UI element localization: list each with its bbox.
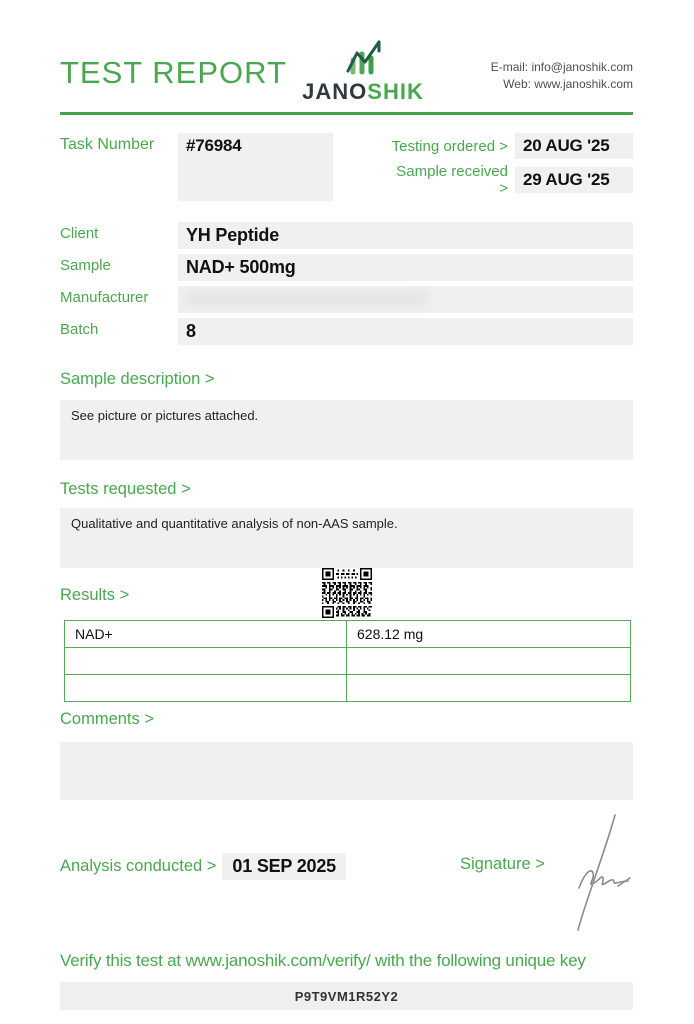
testing-ordered-value: 20 AUG '25 — [515, 133, 633, 159]
result-empty-cell — [347, 675, 631, 702]
sample-description-heading: Sample description > — [60, 370, 215, 388]
sample-label: Sample — [60, 257, 111, 274]
logo-text-dark: JANO — [302, 79, 368, 104]
task-number-label: Task Number — [60, 136, 155, 153]
sample-received-row — [386, 163, 633, 197]
contact-web-line — [491, 76, 633, 93]
email-label: E-mail: — [490, 60, 529, 74]
manufacturer-value-redacted — [178, 286, 633, 313]
result-amount: 628.12 mg — [347, 621, 631, 648]
client-value: YH Peptide — [178, 222, 633, 249]
client-label: Client — [60, 225, 99, 242]
analysis-conducted-row — [60, 853, 346, 880]
result-empty-cell — [65, 675, 347, 702]
qr-code-icon — [322, 568, 372, 618]
contact-block — [491, 59, 633, 93]
sample-received-label: Sample received > — [396, 163, 508, 197]
result-empty-cell — [65, 648, 347, 675]
signature-label: Signature > — [460, 855, 545, 873]
signature-scribble — [552, 812, 637, 934]
tests-requested-heading: Tests requested > — [60, 480, 191, 498]
web-value: www.janoshik.com — [534, 76, 633, 91]
task-row — [60, 133, 633, 201]
contact-email-line — [491, 59, 633, 76]
redacted-blur — [186, 292, 427, 305]
unique-key-value: P9T9VM1R52Y2 — [294, 988, 399, 1004]
janoshik-logo — [298, 38, 428, 105]
results-heading: Results > — [60, 586, 130, 604]
tests-requested-box: Qualitative and quantitative analysis of non-AAS sample. — [60, 508, 633, 568]
dates-block — [386, 133, 633, 201]
email-value: info@janoshik.com — [531, 60, 633, 74]
result-compound: NAD+ — [65, 621, 347, 648]
verify-text: Verify this test at www.janoshik.com/verify/ with the following unique key — [60, 951, 586, 970]
page-title: TEST REPORT — [60, 55, 287, 90]
growth-chart-icon — [339, 38, 387, 78]
info-row-sample — [60, 254, 633, 281]
logo-wordmark — [298, 79, 428, 105]
batch-value: 8 — [178, 318, 633, 345]
unique-key-bar — [60, 982, 633, 1010]
logo-text-green: SHIK — [367, 79, 424, 104]
results-row-2 — [65, 648, 631, 675]
analysis-conducted-value: 01 SEP 2025 — [222, 853, 346, 880]
manufacturer-label: Manufacturer — [60, 289, 149, 306]
info-row-batch — [60, 318, 633, 345]
results-row-1 — [65, 621, 631, 648]
info-row-manufacturer — [60, 286, 633, 313]
comments-heading: Comments > — [60, 710, 154, 728]
results-row-3 — [65, 675, 631, 702]
header-divider — [60, 112, 633, 115]
sample-received-value: 29 AUG '25 — [515, 167, 633, 193]
testing-ordered-label: Testing ordered > — [391, 137, 508, 155]
task-number-value: #76984 — [178, 133, 333, 201]
analysis-conducted-label: Analysis conducted > — [60, 857, 217, 875]
comments-box — [60, 742, 633, 800]
sample-value: NAD+ 500mg — [178, 254, 633, 281]
info-row-client — [60, 222, 633, 249]
result-empty-cell — [347, 648, 631, 675]
batch-label: Batch — [60, 321, 99, 338]
info-grid — [60, 222, 633, 350]
web-label: Web: — [503, 76, 531, 91]
testing-ordered-row — [386, 133, 633, 159]
results-table — [64, 620, 631, 702]
report-header — [60, 38, 633, 104]
sample-description-box: See picture or pictures attached. — [60, 400, 633, 460]
